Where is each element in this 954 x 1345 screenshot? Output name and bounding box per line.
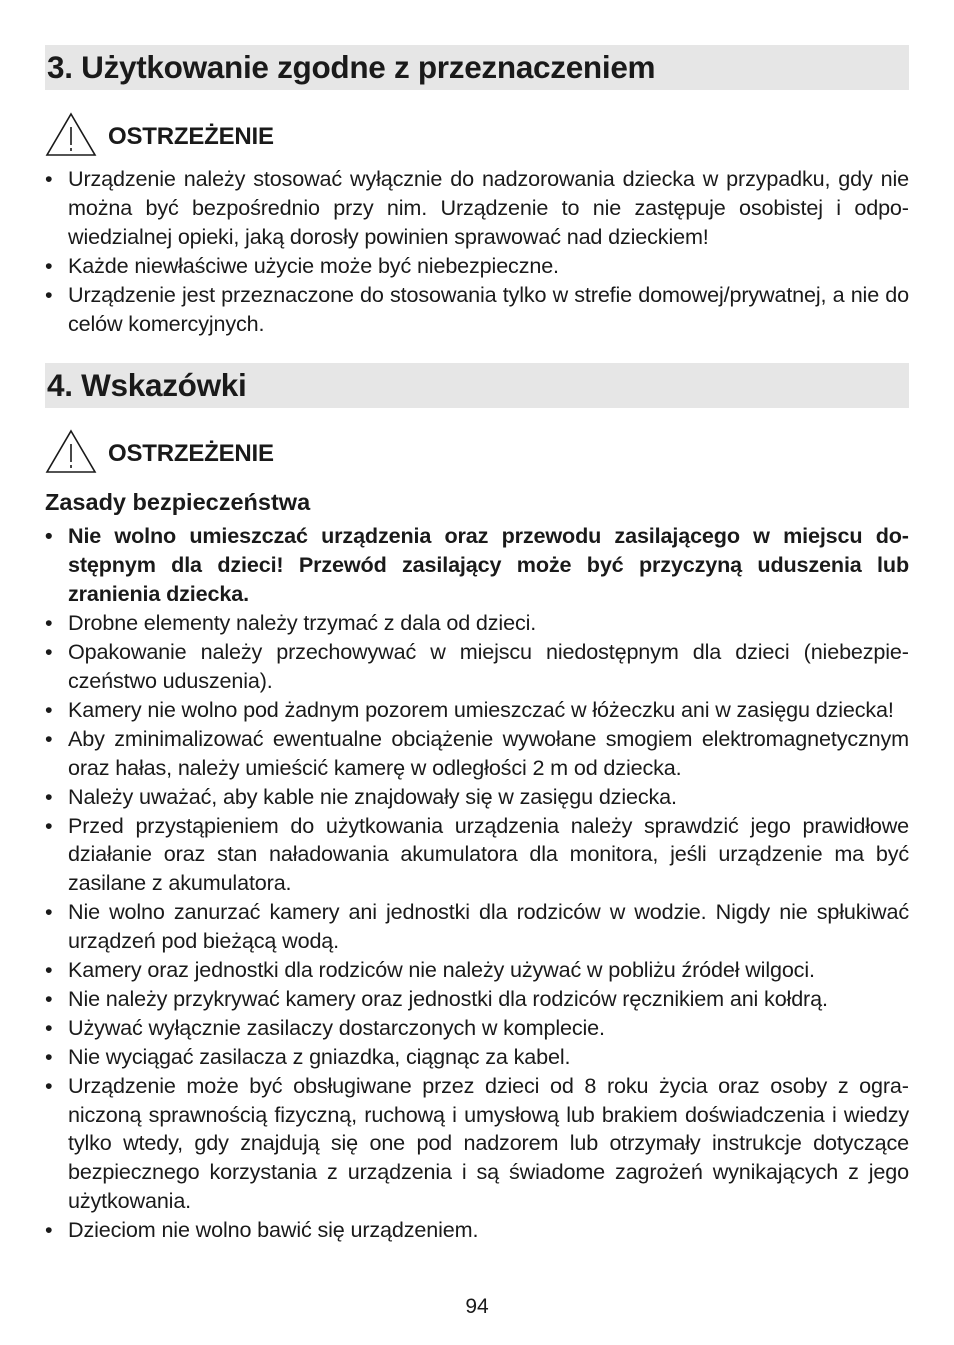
page-number: 94 (465, 1295, 489, 1318)
warning-triangle-icon (45, 429, 97, 474)
list-item: • Kamery oraz jednostki dla rodziców nie należy używać w pobliżu źródeł wilgoci. (45, 956, 909, 985)
section-heading-tips: 4. Wskazówki (45, 363, 909, 408)
list-item: • Urządzenie jest przeznaczone do stosowania tylko w strefie domowej/prywatnej, a nie do celów komercyjnych. (45, 281, 909, 339)
list-item: • Drobne elementy należy trzymać z dala od dzieci. (45, 609, 909, 638)
page-content (45, 45, 909, 1245)
list-item: • Kamery nie wolno pod żadnym pozorem umieszczać w łóżeczku ani w zasięgu dziecka! (45, 696, 909, 725)
list-item: • Nie wolno zanurzać kamery ani jednostki dla rodziców w wodzie. Nigdy nie spłukiwać urządzeń pod bieżącą wodą. (45, 898, 909, 956)
safety-rules-heading: Zasady bezpieczeństwa (45, 489, 311, 516)
list-item: • Opakowanie należy przechowywać w miejscu niedostępnym dla dzieci (niebezpieczeństwo uduszenia). (45, 638, 909, 696)
list-item: • Urządzenie może być obsługiwane przez dzieci od 8 roku życia oraz osoby z ograniczoną sprawnością fizyczną, ruchową i umysłową lub brakiem doświadczenia i wiedzy tylko wtedy, gdy znajdują się one pod nadzorem lub otrzymały instrukcje dotyczące bezpiecznego korzystania z urządzenia i są świadome zagrożeń wynikających z jego użytkowania. (45, 1072, 909, 1217)
warning-triangle-icon (45, 112, 97, 157)
warning-label: OSTRZEŻENIE (108, 440, 274, 468)
list-item-bold: • Nie wolno umieszczać urządzenia oraz przewodu zasilającego w miejscu dostępnym dla dzieci! Przewód zasilający może być przyczyną uduszenia lub zranienia dziecka. (45, 522, 909, 609)
warning-block (45, 429, 909, 474)
list-item: • Każde niewłaściwe użycie może być niebezpieczne. (45, 252, 909, 281)
section-heading-intended-use: 3. Użytkowanie zgodne z przeznaczeniem (45, 45, 909, 90)
list-item: • Przed przystąpieniem do użytkowania urządzenia należy sprawdzić jego prawidłowe działanie oraz stan naładowania akumulatora dla monitora, jeśli urządzenie ma być zasilane z akumulatora. (45, 812, 909, 899)
safety-rules-list (45, 522, 909, 1245)
warning-label: OSTRZEŻENIE (108, 123, 274, 150)
warning-block (45, 112, 909, 157)
list-item: • Aby zminimalizować ewentualne obciążenie wywołane smogiem elektromagnetycznym oraz hałas, należy umieścić kamerę w odległości 2 m od dziecka. (45, 725, 909, 783)
list-item: • Używać wyłącznie zasilaczy dostarczonych w komplecie. (45, 1014, 909, 1043)
list-item: • Dzieciom nie wolno bawić się urządzeniem. (45, 1216, 909, 1245)
warning-list (45, 165, 909, 338)
list-item: • Nie należy przykrywać kamery oraz jednostki dla rodziców ręcznikiem ani kołdrą. (45, 985, 909, 1014)
list-item: • Urządzenie należy stosować wyłącznie do nadzorowania dziecka w przypadku, gdy nie można być bezpośrednio przy nim. Urządzenie to nie zastępuje osobistej i odpowiedzialnej opieki, jaką dorosły powinien sprawować nad dzieckiem! (45, 165, 909, 252)
list-item: • Należy uważać, aby kable nie znajdowały się w zasięgu dziecka. (45, 783, 909, 812)
list-item: • Nie wyciągać zasilacza z gniazdka, ciągnąc za kabel. (45, 1043, 909, 1072)
